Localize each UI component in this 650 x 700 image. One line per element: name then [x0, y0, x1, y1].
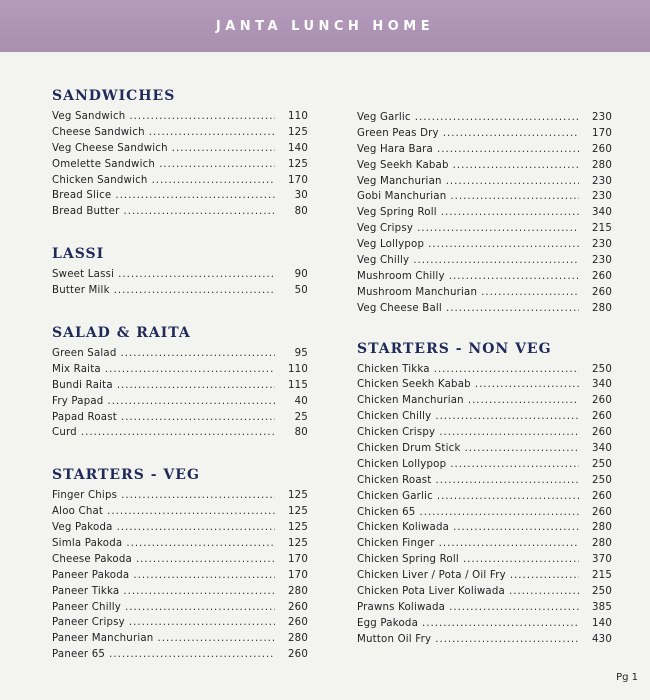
menu-item-price: 140: [591, 617, 612, 629]
restaurant-title: JANTA LUNCH HOME: [215, 18, 435, 34]
menu-item-name: Cheese Sandwich: [52, 126, 145, 138]
menu-item: [52, 362, 308, 378]
dot-leader: [133, 568, 275, 584]
dot-leader: [117, 378, 275, 394]
menu-item: [357, 126, 612, 142]
menu-item: [52, 504, 308, 520]
menu-item: [52, 173, 308, 189]
menu-item-price: 115: [287, 379, 308, 391]
menu-item: [357, 362, 612, 378]
menu-item-name: Chicken Chilly: [357, 411, 432, 423]
dot-leader: [509, 584, 579, 600]
menu-item-price: 230: [591, 191, 612, 203]
menu-item-name: Chicken Pota Liver Koliwada: [357, 586, 505, 598]
dot-leader: [105, 362, 275, 378]
menu-item-name: Chicken Roast: [357, 474, 432, 486]
menu-item-price: 110: [287, 111, 308, 122]
menu-item: [357, 174, 612, 190]
menu-item-name: Butter Milk: [52, 285, 110, 297]
menu-item-name: Chicken Sandwich: [52, 174, 148, 186]
menu-item-price: 125: [287, 522, 308, 534]
menu-item: [52, 488, 308, 504]
menu-item-price: 230: [591, 239, 612, 251]
menu-item-name: Chicken Crispy: [357, 427, 436, 439]
menu-item-price: 280: [287, 633, 308, 645]
menu-list-starters-veg-continued: [357, 110, 612, 317]
dot-leader: [159, 157, 275, 173]
menu-item: [357, 473, 612, 489]
menu-item-name: Veg Chilly: [357, 255, 410, 267]
menu-item-price: 280: [287, 585, 308, 597]
header-banner: [0, 0, 650, 52]
dot-leader: [465, 441, 579, 457]
menu-item-name: Gobi Manchurian: [357, 191, 447, 203]
menu-item-price: 260: [591, 427, 612, 439]
menu-item-price: 260: [591, 490, 612, 502]
dot-leader: [149, 125, 275, 141]
menu-item-price: 140: [287, 142, 308, 154]
menu-item-price: 250: [591, 586, 612, 598]
menu-item-price: 340: [591, 379, 612, 391]
dot-leader: [446, 301, 579, 317]
menu-item-price: 40: [294, 395, 308, 407]
menu-item: [357, 584, 612, 600]
menu-item-name: Veg Manchurian: [357, 175, 442, 187]
menu-item-name: Chicken Koliwada: [357, 522, 450, 534]
dot-leader: [437, 142, 579, 158]
menu-item: [52, 267, 308, 283]
menu-item-name: Green Peas Dry: [357, 127, 439, 139]
menu-item-price: 280: [591, 522, 612, 534]
menu-item-name: Veg Hara Bara: [357, 143, 433, 155]
dot-leader: [152, 173, 275, 189]
menu-item-name: Paneer Chilly: [52, 601, 122, 613]
menu-item-name: Veg Cheese Ball: [357, 302, 442, 314]
menu-item: [357, 221, 612, 237]
menu-item: [52, 346, 308, 362]
menu-item: [357, 616, 612, 632]
menu-item-price: 260: [591, 506, 612, 518]
menu-item-price: 230: [591, 112, 612, 123]
menu-item-name: Veg Seekh Kabab: [357, 159, 449, 171]
menu-item: [52, 157, 308, 173]
menu-item-name: Veg Pakoda: [52, 522, 113, 534]
menu-item-name: Paneer Cripsy: [52, 617, 125, 629]
dot-leader: [439, 425, 579, 441]
section-title-salad-raita: SALAD & RAITA: [52, 325, 191, 342]
menu-item-price: 125: [287, 490, 308, 502]
menu-item: [357, 520, 612, 536]
dot-leader: [439, 536, 579, 552]
menu-item: [52, 125, 308, 141]
menu-list-starters-veg: [52, 488, 308, 663]
dot-leader: [125, 600, 275, 616]
menu-item-price: 430: [591, 633, 612, 645]
menu-item: [357, 552, 612, 568]
menu-item-price: 125: [287, 538, 308, 550]
menu-item-price: 170: [591, 127, 612, 139]
left-column: [52, 86, 308, 663]
dot-leader: [109, 647, 275, 663]
dot-leader: [510, 568, 579, 584]
dot-leader: [121, 488, 275, 504]
dot-leader: [453, 520, 579, 536]
menu-item: [357, 189, 612, 205]
menu-item-price: 30: [294, 190, 308, 202]
menu-list-salad-raita: [52, 346, 308, 441]
menu-item-name: Mutton Oil Fry: [357, 633, 432, 645]
menu-item-name: Bread Butter: [52, 206, 120, 218]
dot-leader: [450, 457, 579, 473]
menu-item: [357, 158, 612, 174]
menu-item: [52, 536, 308, 552]
menu-item-price: 260: [287, 617, 308, 629]
menu-item-name: Veg Spring Roll: [357, 207, 437, 219]
menu-item-price: 80: [294, 427, 308, 439]
menu-item-name: Chicken Manchurian: [357, 395, 464, 407]
dot-leader: [123, 204, 275, 220]
dot-leader: [115, 188, 275, 204]
menu-item-name: Mushroom Chilly: [357, 270, 445, 282]
menu-item: [52, 410, 308, 426]
menu-item: [357, 536, 612, 552]
dot-leader: [126, 536, 275, 552]
menu-item-name: Papad Roast: [52, 411, 117, 423]
menu-item: [52, 568, 308, 584]
menu-item-price: 230: [591, 175, 612, 187]
menu-item-name: Chicken Tikka: [357, 363, 430, 375]
menu-item-price: 170: [287, 569, 308, 581]
menu-item-price: 215: [591, 223, 612, 235]
menu-item: [52, 204, 308, 220]
menu-item-price: 280: [591, 538, 612, 550]
dot-leader: [450, 189, 579, 205]
menu-item: [357, 205, 612, 221]
menu-item-name: Chicken 65: [357, 506, 416, 518]
section-title-starters-veg: STARTERS - VEG: [52, 467, 200, 484]
dot-leader: [136, 552, 275, 568]
dot-leader: [435, 409, 579, 425]
menu-list-sandwiches: [52, 109, 308, 220]
menu-item-price: 95: [294, 348, 308, 360]
dot-leader: [453, 158, 579, 174]
menu-item: [357, 393, 612, 409]
dot-leader: [413, 253, 579, 269]
menu-list-lassi: [52, 267, 308, 299]
dot-leader: [121, 410, 275, 426]
dot-leader: [449, 269, 579, 285]
dot-leader: [415, 110, 579, 126]
menu-item: [52, 109, 308, 125]
menu-item-name: Omelette Sandwich: [52, 158, 156, 170]
menu-item-name: Cheese Pakoda: [52, 553, 132, 565]
menu-item: [52, 141, 308, 157]
menu-item: [52, 600, 308, 616]
menu-item-name: Chicken Lollypop: [357, 458, 447, 470]
menu-item-price: 250: [591, 474, 612, 486]
menu-item-price: 260: [287, 649, 308, 661]
menu-item: [357, 253, 612, 269]
menu-item-price: 260: [591, 143, 612, 155]
dot-leader: [81, 425, 275, 441]
dot-leader: [117, 520, 275, 536]
menu-item: [357, 301, 612, 317]
menu-item: [52, 631, 308, 647]
dot-leader: [441, 205, 579, 221]
menu-item-name: Veg Cheese Sandwich: [52, 142, 168, 154]
menu-item-price: 280: [591, 302, 612, 314]
menu-item-name: Curd: [52, 427, 77, 439]
menu-item-price: 125: [287, 506, 308, 518]
menu-item: [357, 600, 612, 616]
menu-item-price: 370: [591, 554, 612, 566]
menu-item-price: 250: [591, 363, 612, 375]
menu-item-name: Chicken Liver / Pota / Oil Fry: [357, 570, 506, 582]
menu-item: [52, 188, 308, 204]
dot-leader: [417, 221, 579, 237]
menu-item: [357, 110, 612, 126]
menu-item-name: Mushroom Manchurian: [357, 286, 478, 298]
menu-item: [357, 409, 612, 425]
menu-list-starters-non-veg: [357, 362, 612, 648]
menu-item-name: Sweet Lassi: [52, 269, 115, 281]
menu-item-price: 260: [287, 601, 308, 613]
menu-item-name: Veg Garlic: [357, 112, 411, 123]
menu-item-price: 260: [591, 395, 612, 407]
dot-leader: [419, 505, 579, 521]
right-column: [357, 110, 612, 648]
dot-leader: [475, 377, 579, 393]
dot-leader: [121, 346, 275, 362]
menu-item-price: 230: [591, 255, 612, 267]
menu-item-price: 340: [591, 207, 612, 219]
menu-item: [357, 489, 612, 505]
menu-item-name: Egg Pakoda: [357, 617, 419, 629]
menu-item-price: 110: [287, 363, 308, 375]
dot-leader: [437, 489, 579, 505]
menu-item-price: 25: [294, 411, 308, 423]
menu-item-price: 170: [287, 553, 308, 565]
menu-item-name: Chicken Finger: [357, 538, 435, 550]
menu-item-price: 50: [294, 285, 308, 297]
dot-leader: [157, 631, 275, 647]
menu-item: [52, 394, 308, 410]
menu-item: [357, 377, 612, 393]
dot-leader: [446, 174, 579, 190]
section-title-lassi: LASSI: [52, 246, 105, 263]
menu-item-name: Chicken Drum Stick: [357, 443, 461, 455]
menu-item: [357, 632, 612, 648]
menu-item-price: 125: [287, 158, 308, 170]
dot-leader: [107, 394, 275, 410]
menu-item-name: Chicken Seekh Kabab: [357, 379, 471, 391]
menu-item-price: 80: [294, 206, 308, 218]
dot-leader: [468, 393, 579, 409]
dot-leader: [434, 362, 579, 378]
dot-leader: [435, 632, 579, 648]
menu-item: [52, 520, 308, 536]
menu-item-name: Paneer Tikka: [52, 585, 120, 597]
menu-item-name: Veg Lollypop: [357, 239, 425, 251]
menu-item-name: Simla Pakoda: [52, 538, 123, 550]
menu-item-name: Green Salad: [52, 348, 117, 360]
menu-item-name: Mix Raita: [52, 363, 101, 375]
dot-leader: [114, 283, 275, 299]
dot-leader: [481, 285, 579, 301]
menu-item-name: Bundi Raita: [52, 379, 113, 391]
menu-item-name: Chicken Garlic: [357, 490, 433, 502]
dot-leader: [129, 109, 275, 125]
menu-item: [357, 237, 612, 253]
menu-item-price: 260: [591, 270, 612, 282]
menu-item-price: 385: [591, 601, 612, 613]
menu-item-price: 340: [591, 443, 612, 455]
dot-leader: [123, 584, 275, 600]
menu-item-name: Veg Sandwich: [52, 111, 126, 122]
menu-item: [52, 552, 308, 568]
menu-item-name: Paneer Manchurian: [52, 633, 154, 645]
menu-item-name: Prawns Koliwada: [357, 601, 446, 613]
dot-leader: [463, 552, 579, 568]
section-title-starters-non-veg: STARTERS - NON VEG: [357, 340, 552, 357]
menu-item-name: Aloo Chat: [52, 506, 104, 518]
menu-item-name: Paneer Pakoda: [52, 569, 130, 581]
menu-item: [357, 285, 612, 301]
menu-item-price: 280: [591, 159, 612, 171]
menu-item-price: 215: [591, 570, 612, 582]
menu-item: [357, 441, 612, 457]
menu-item-price: 250: [591, 458, 612, 470]
dot-leader: [422, 616, 579, 632]
menu-item-name: Chicken Spring Roll: [357, 554, 459, 566]
menu-item: [52, 584, 308, 600]
menu-item: [52, 615, 308, 631]
page-number: Pg 1: [616, 672, 638, 683]
menu-item: [357, 142, 612, 158]
menu-item: [52, 647, 308, 663]
menu-item-price: 125: [287, 126, 308, 138]
menu-item-name: Paneer 65: [52, 649, 106, 661]
menu-item-name: Fry Papad: [52, 395, 104, 407]
menu-item: [357, 425, 612, 441]
menu-item-price: 260: [591, 411, 612, 423]
menu-item-name: Veg Cripsy: [357, 223, 414, 235]
menu-item-name: Bread Slice: [52, 190, 112, 202]
menu-item: [52, 425, 308, 441]
menu-item: [357, 457, 612, 473]
dot-leader: [107, 504, 275, 520]
menu-item: [52, 283, 308, 299]
dot-leader: [118, 267, 275, 283]
menu-item-price: 260: [591, 286, 612, 298]
dot-leader: [129, 615, 275, 631]
menu-item: [357, 505, 612, 521]
menu-item: [52, 378, 308, 394]
section-title-sandwiches: SANDWICHES: [52, 88, 176, 104]
dot-leader: [172, 141, 275, 157]
menu-item-name: Finger Chips: [52, 490, 118, 502]
menu-item: [357, 568, 612, 584]
menu-item-price: 170: [287, 174, 308, 186]
dot-leader: [449, 600, 579, 616]
dot-leader: [436, 473, 580, 489]
dot-leader: [443, 126, 579, 142]
menu-item: [357, 269, 612, 285]
dot-leader: [428, 237, 579, 253]
menu-item-price: 90: [294, 269, 308, 281]
